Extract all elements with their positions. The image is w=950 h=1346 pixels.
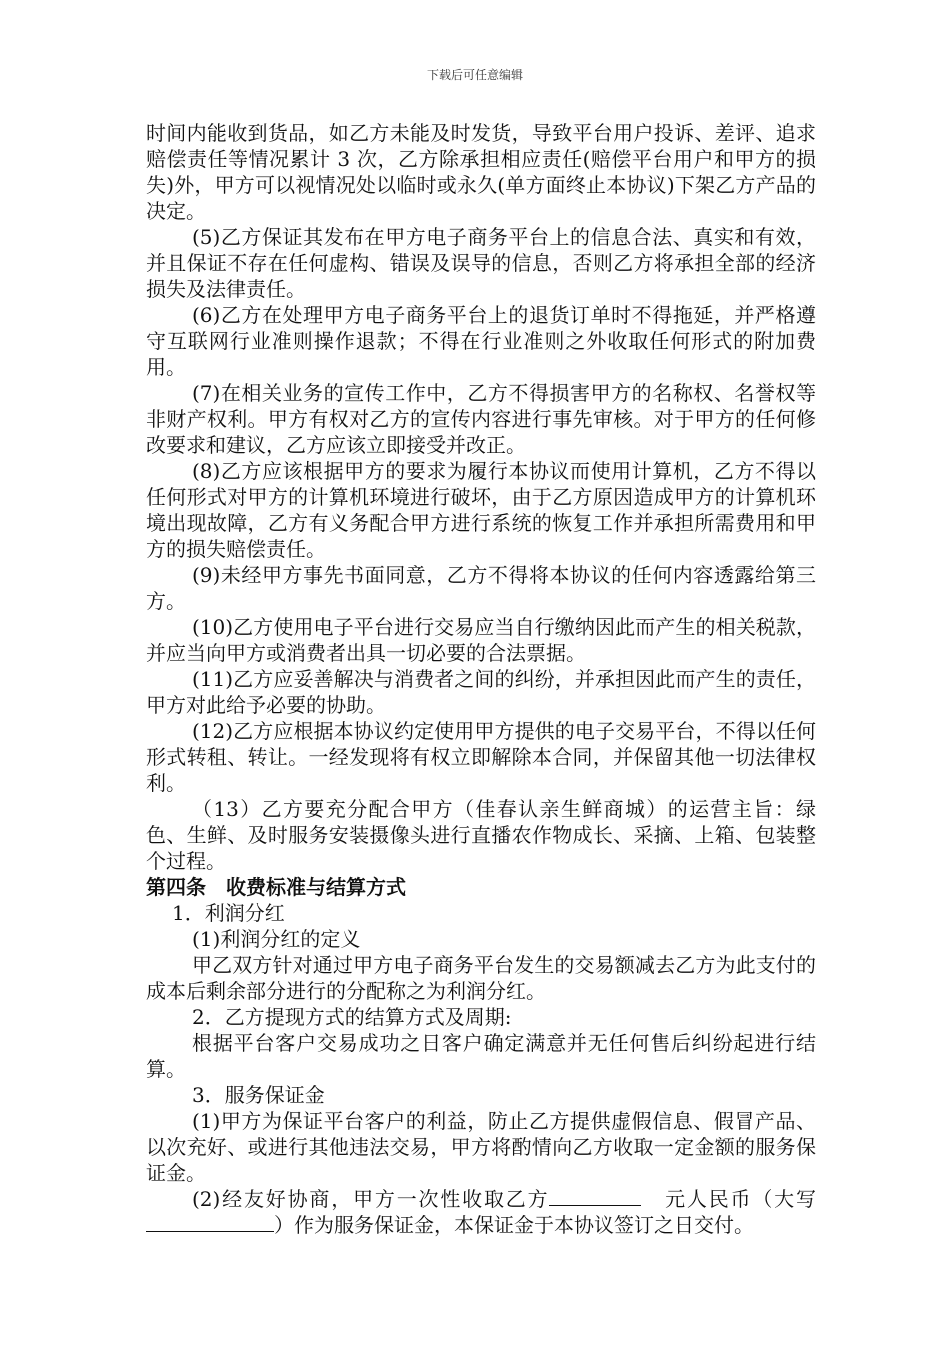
- clause-11: (11)乙方应妥善解决与消费者之间的纠纷，并承担因此而产生的责任，甲方对此给予必要的协助。: [146, 667, 816, 717]
- deposit-text-b: 元人民币: [665, 1187, 753, 1211]
- page-header: 下载后可任意编辑: [426, 68, 523, 82]
- clause-7: (7)在相关业务的宣传工作中，乙方不得损害甲方的名称权、名誉权等非财产权利。甲方有权对乙方的宣传内容进行事先审核。对于甲方的任何修改要求和建议，乙方应该立即接受并改正。: [146, 381, 816, 457]
- section-4-item-1-1-text: 甲乙双方针对通过甲方电子商务平台发生的交易额减去乙方为此支付的成本后剩余部分进行的分配称之为利润分红。: [146, 953, 816, 1003]
- deposit-text-d: ）作为服务保证金，本保证金于本协议签订之日交付。: [274, 1213, 754, 1237]
- section-4-heading: 第四条 收费标准与结算方式: [146, 875, 406, 899]
- section-4-item-3-2: [146, 1186, 816, 1238]
- clause-9: (9)未经甲方事先书面同意，乙方不得将本协议的任何内容透露给第三方。: [146, 563, 816, 613]
- section-4-item-3: 3．服务保证金: [192, 1083, 325, 1107]
- clause-8: (8)乙方应该根据甲方的要求为履行本协议而使用计算机，乙方不得以任何形式对甲方的计算机环境进行破坏，由于乙方原因造成甲方的计算机环境出现故障，乙方有义务配合甲方进行系统的恢复工作并承担所需费用和甲方的损失赔偿责任。: [146, 459, 816, 561]
- deposit-text-c: （大写: [752, 1187, 816, 1211]
- deposit-amount-blank: [549, 1187, 641, 1206]
- section-4-item-2-text: 根据平台客户交易成功之日客户确定满意并无任何售后纠纷起进行结算。: [146, 1031, 816, 1081]
- section-4-item-1-1: (1)利润分红的定义: [192, 927, 361, 951]
- clause-13: （13）乙方要充分配合甲方（佳春认亲生鲜商城）的运营主旨：绿色、生鲜、及时服务安装摄像头进行直播农作物成长、采摘、上箱、包装整个过程。: [146, 797, 816, 873]
- clause-6: (6)乙方在处理甲方电子商务平台上的退货订单时不得拖延，并严格遵守互联网行业准则操作退款；不得在行业准则之外收取任何形式的附加费用。: [146, 303, 816, 379]
- document-body: [146, 120, 816, 1238]
- clause-5: (5)乙方保证其发布在甲方电子商务平台上的信息合法、真实和有效，并且保证不存在任何虚构、错误及误导的信息，否则乙方将承担全部的经济损失及法律责任。: [146, 225, 816, 301]
- clause-10: (10)乙方使用电子平台进行交易应当自行缴纳因此而产生的相关税款，并应当向甲方或消费者出具一切必要的合法票据。: [146, 615, 816, 665]
- section-4-item-2: 2．乙方提现方式的结算方式及周期:: [192, 1005, 512, 1029]
- section-4-item-3-1: (1)甲方为保证平台客户的利益，防止乙方提供虚假信息、假冒产品、以次充好、或进行其他违法交易，甲方将酌情向乙方收取一定金额的服务保证金。: [146, 1109, 816, 1185]
- section-4-item-1: 1．利润分红: [172, 901, 285, 925]
- deposit-uppercase-blank: [146, 1213, 274, 1232]
- clause-12: (12)乙方应根据本协议约定使用甲方提供的电子交易平台，不得以任何形式转租、转让。一经发现将有权立即解除本合同，并保留其他一切法律权利。: [146, 719, 816, 795]
- deposit-text-a: (2)经友好协商，甲方一次性收取乙方: [192, 1187, 550, 1211]
- paragraph-continuation: 时间内能收到货品，如乙方未能及时发货，导致平台用户投诉、差评、追求赔偿责任等情况累计 3 次，乙方除承担相应责任(赔偿平台用户和甲方的损失)外，甲方可以视情况处以临时或永久(单方面终止本协议)下架乙方产品的决定。: [146, 121, 816, 223]
